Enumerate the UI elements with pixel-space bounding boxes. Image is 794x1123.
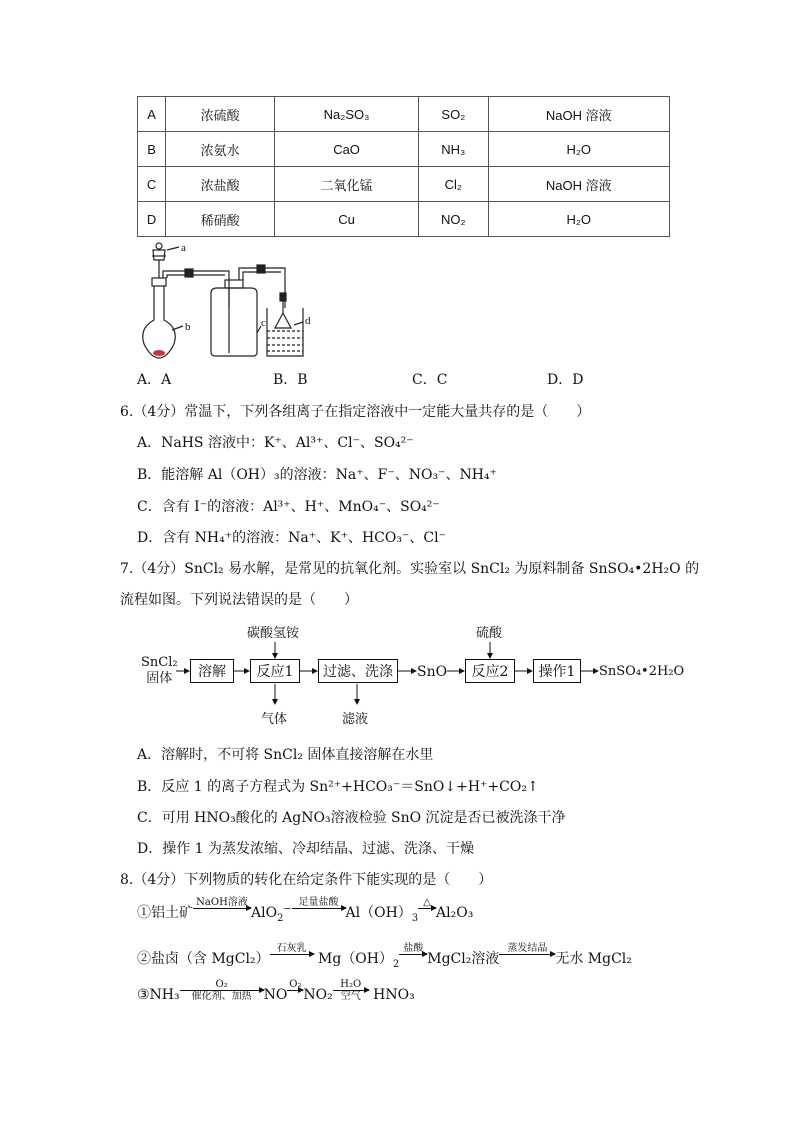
route3-species-2: NO₂ [303, 987, 333, 1003]
apparatus-label-c: c [261, 317, 266, 329]
route3-arrow-2-reagent: O₂ [289, 979, 302, 990]
table-cell-option: C [138, 167, 166, 202]
q6-option-c[interactable]: C．含有 I⁻的溶液：Al³⁺、H⁺、MnO₄⁻、SO₄²⁻ [137, 499, 440, 515]
q5-option-d[interactable]: D．D [547, 372, 584, 388]
route2-arrow-1-reagent: 石灰乳 [276, 943, 307, 954]
route1-arrow-2-reagent: 足量盐酸 [298, 897, 339, 908]
q5-option-a[interactable]: A．A [137, 372, 172, 388]
route1-arrow-2 [292, 898, 346, 920]
route3-start: ③NH₃ [137, 987, 180, 1003]
table-cell-liquid-reagent: 浓氨水 [166, 132, 275, 167]
table-cell-gas: NH₃ [419, 132, 488, 167]
route3-arrow-3 [333, 980, 369, 1002]
table-row [138, 167, 670, 202]
apparatus-label-b: b [185, 321, 191, 333]
route2-product: 无水 MgCl₂ [555, 951, 632, 967]
table-row [138, 132, 670, 167]
q7-option-c[interactable]: C．可用 HNO₃酸化的 AgNO₃溶液检验 SnO 沉淀是否已被洗涤干净 [137, 810, 566, 826]
route3-arrow-2 [287, 980, 303, 1002]
route1-species-1-sub: 2 [277, 912, 284, 924]
table-row [138, 97, 670, 132]
flow-start-state: 固体 [146, 671, 173, 686]
q6-option-a[interactable]: A．NaHS 溶液中：K⁺、Al³⁺、Cl⁻、SO₄²⁻ [137, 435, 414, 451]
route3-product: HNO₃ [373, 987, 415, 1003]
route3-arrow-3-reagent: H₂O [340, 979, 362, 990]
route2-species-1: Mg（OH） [318, 951, 393, 967]
table-cell-liquid-reagent: 稀硝酸 [166, 202, 275, 237]
table-cell-liquid-reagent: 浓硫酸 [166, 97, 275, 132]
q8-route-3[interactable] [137, 980, 415, 1003]
route3-arrow-3-condition: 空气 [340, 991, 361, 1002]
table-cell-absorbent: NaOH 溶液 [488, 97, 669, 132]
flow-step-dissolve: 溶解 [190, 659, 234, 683]
gas-apparatus-diagram [137, 238, 337, 364]
table-cell-option: D [138, 202, 166, 237]
q6-stem: 6.（4分）常温下，下列各组离子在指定溶液中一定能大量共存的是（ ） [120, 404, 591, 420]
q7-stem-line2: 流程如图。下列说法错误的是（ ） [120, 592, 358, 608]
flow-input-ammonium-bicarbonate: 碳酸氢铵 [247, 626, 300, 641]
route1-product: Al₂O₃ [436, 905, 474, 921]
table-cell-gas: NO₂ [419, 202, 488, 237]
table-cell-gas: Cl₂ [419, 167, 488, 202]
q6-option-d[interactable]: D．含有 NH₄⁺的溶液：Na⁺、K⁺、HCO₃⁻、Cl⁻ [137, 530, 446, 546]
route1-arrow-3 [418, 898, 436, 920]
table-cell-absorbent: NaOH 溶液 [488, 167, 669, 202]
table-cell-solid-reagent: Na₂SO₃ [275, 97, 419, 132]
q8-route-1[interactable] [137, 898, 473, 924]
route1-species-2: Al（OH） [345, 905, 412, 921]
route1-arrow-3-condition: △ [423, 897, 431, 908]
flow-step-reaction1: 反应1 [250, 659, 300, 683]
q5-option-b[interactable]: B．B [273, 372, 308, 388]
flow-intermediate: SnO [417, 664, 448, 680]
route2-species-1-sub: 2 [393, 958, 400, 970]
flow-step-operation1: 操作1 [533, 659, 581, 683]
table-cell-option: A [138, 97, 166, 132]
q8-route-2[interactable] [137, 944, 632, 970]
table-cell-solid-reagent: 二氧化锰 [275, 167, 419, 202]
route3-arrow-1-reagent: O₂ [215, 979, 228, 990]
flow-output-gas: 气体 [261, 712, 288, 727]
route3-arrow-1 [180, 980, 264, 1002]
route3-species-1: NO [263, 987, 288, 1003]
route2-arrow-3 [499, 944, 555, 966]
apparatus-label-d: d [305, 315, 311, 327]
route2-species-2: MgCl₂溶液 [427, 951, 500, 967]
q5-option-c[interactable]: C．C [412, 372, 448, 388]
route2-start: ②盐卤（含 MgCl₂） [137, 951, 270, 967]
route3-arrow-1-condition: 催化剂、加热 [191, 991, 252, 1002]
route2-arrow-2 [399, 944, 427, 966]
q7-option-a[interactable]: A．溶解时，不可将 SnCl₂ 固体直接溶解在水里 [137, 747, 434, 763]
q6-option-b[interactable]: B．能溶解 Al（OH）₃的溶液：Na⁺、F⁻、NO₃⁻、NH₄⁺ [137, 467, 497, 483]
table-cell-gas: SO₂ [419, 97, 488, 132]
flow-input-sulfuric-acid: 硫酸 [476, 626, 503, 641]
flow-step-filter-wash: 过滤、洗涤 [318, 659, 398, 683]
table-cell-solid-reagent: CaO [275, 132, 419, 167]
table-cell-liquid-reagent: 浓盐酸 [166, 167, 275, 202]
flow-arrows [170, 640, 610, 710]
table-cell-absorbent: H₂O [488, 132, 669, 167]
flow-step-reaction2: 反应2 [465, 659, 515, 683]
table-cell-absorbent: H₂O [488, 202, 669, 237]
route1-arrow-1-reagent: NaOH溶液 [196, 897, 248, 908]
flow-output-filtrate: 滤液 [342, 712, 369, 727]
route1-species-2-sub: 3 [411, 912, 419, 924]
route1-arrow-1 [193, 898, 251, 920]
route1-start: ①铝土矿 [137, 905, 193, 921]
route1-species-1-charge: − [283, 903, 292, 915]
apparatus-label-a: a [181, 242, 186, 254]
flow-product: SnSO₄•2H₂O [599, 664, 685, 679]
route2-arrow-2-reagent: 盐酸 [403, 943, 424, 954]
route2-arrow-1 [270, 944, 314, 966]
table-cell-option: B [138, 132, 166, 167]
q7-option-d[interactable]: D．操作 1 为蒸发浓缩、冷却结晶、过滤、洗涤、干燥 [137, 841, 475, 857]
reagent-table [137, 96, 670, 237]
table-cell-solid-reagent: Cu [275, 202, 419, 237]
table-row [138, 202, 670, 237]
q7-option-b[interactable]: B．反应 1 的离子方程式为 Sn²⁺+HCO₃⁻＝SnO↓+H⁺+CO₂↑ [137, 779, 539, 795]
flow-start-formula: SnCl₂ [141, 655, 178, 670]
q8-stem: 8.（4分）下列物质的转化在给定条件下能实现的是（ ） [120, 872, 493, 888]
q7-stem-line1: 7.（4分）SnCl₂ 易水解，是常见的抗氧化剂。实验室以 SnCl₂ 为原料制备 SnSO₄•2H₂O 的 [120, 561, 700, 577]
route1-species-1: AlO [251, 905, 278, 921]
route2-arrow-3-condition: 蒸发结晶 [507, 943, 548, 954]
